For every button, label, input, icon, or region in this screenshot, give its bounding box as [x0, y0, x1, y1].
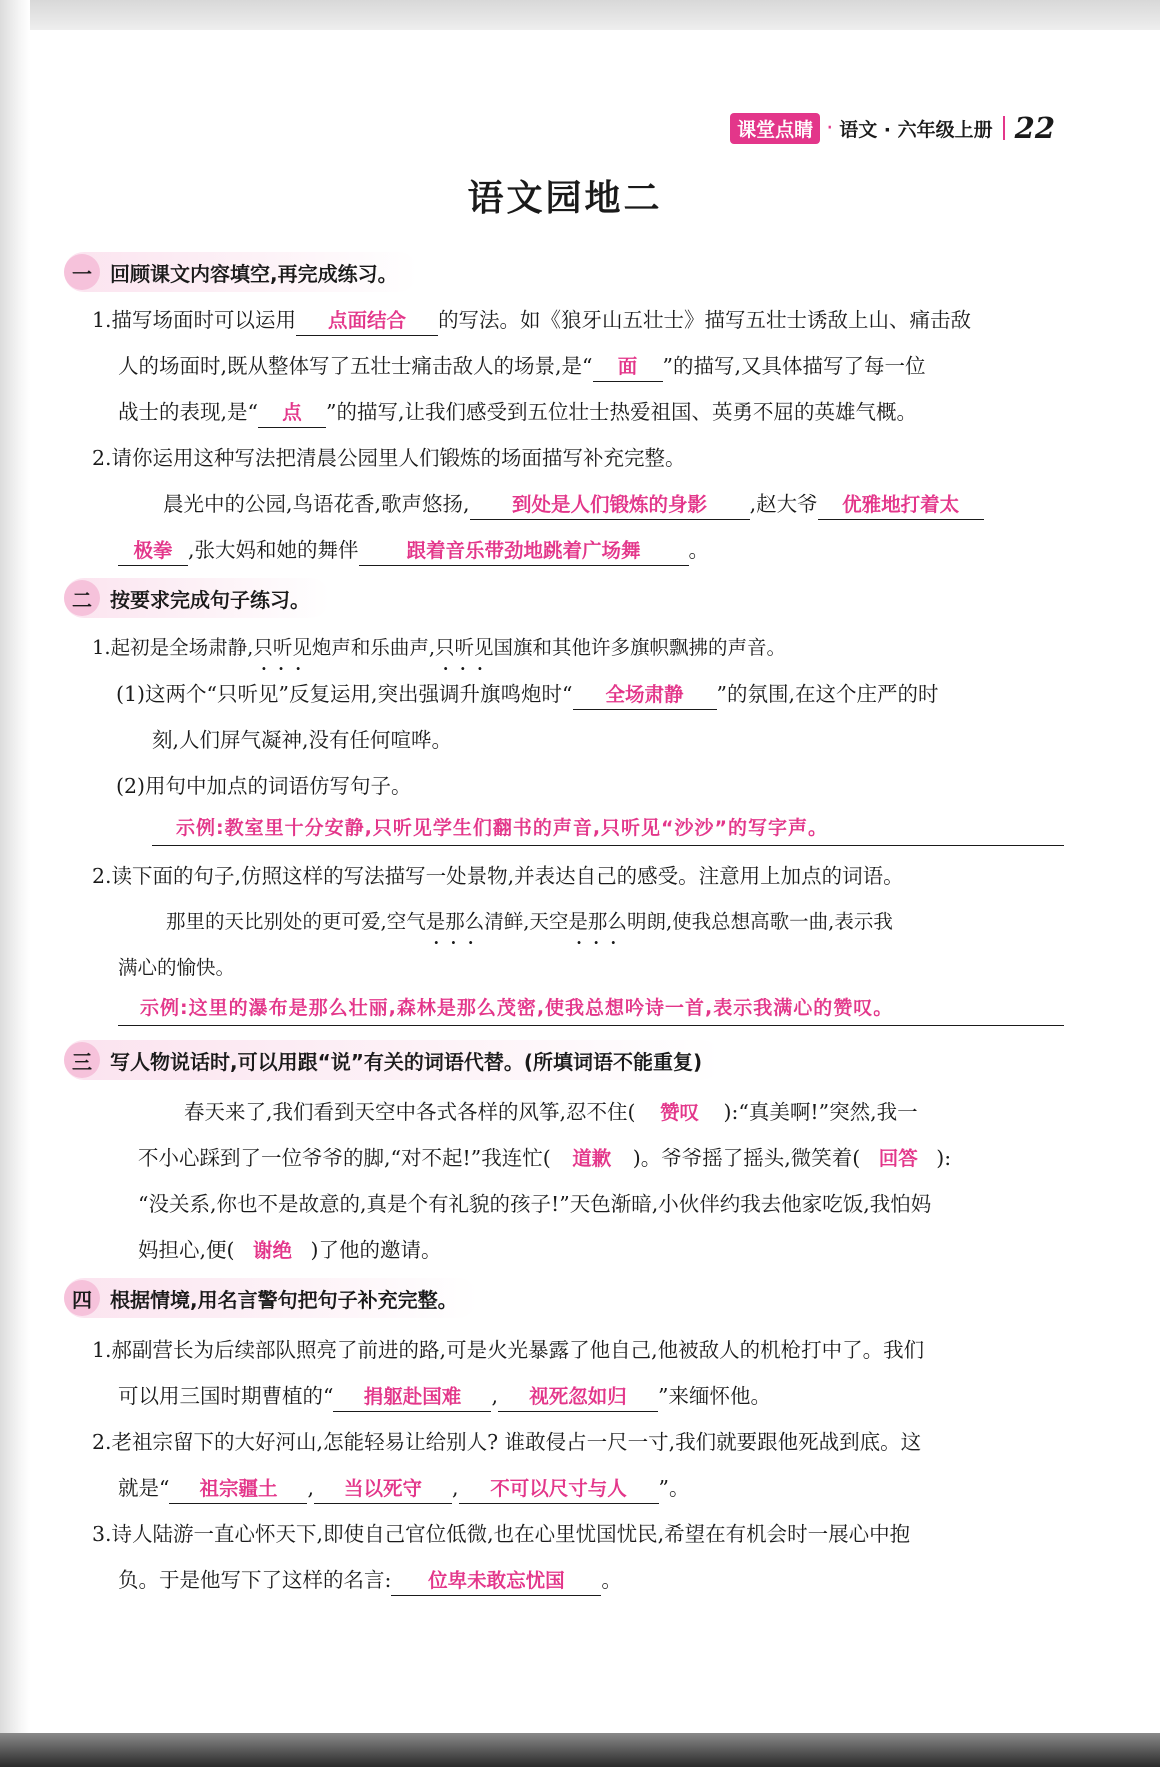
s4-q1-line2: 可以用三国时期曹植的“ 捐躯赴国难 , 视死忽如归 ”来缅怀他。 [118, 1374, 771, 1418]
emphasis-word: 只听见 · · · [253, 636, 312, 659]
s3-line3: “没关系,你也不是故意的,真是个有礼貌的孩子!”天色渐暗,小伙伴约我去他家吃饭,我怕妈 [138, 1192, 932, 1216]
section-2-badge: 二 [64, 580, 100, 616]
section-3-title: 写人物说话时,可以用跟“说”有关的词语代替。(所填词语不能重复) [110, 1049, 703, 1074]
s2-q1: 1.起初是全场肃静,只听见 · · ·炮声和乐曲声,只听见 · · ·国旗和其他许多旗帜飘拂的声音。 [92, 626, 786, 670]
answer-blank: 跟着音乐带劲地跳着广场舞 [359, 537, 689, 566]
section-3-badge: 三 [64, 1042, 100, 1078]
emphasis-word: 是那么 · · · [426, 910, 485, 933]
s2-sub1-line1: (1)这两个“只听见”反复运用,突出强调升旗鸣炮时“ 全场肃静 ”的氛围,在这个庄严的时 [116, 672, 939, 716]
answer-blank: 极拳 [118, 537, 188, 566]
subject-label: 语文 · 六年级上册 [839, 118, 993, 141]
answer-blank: 当以死守 [314, 1475, 452, 1504]
scan-bottom-edge [0, 1733, 1160, 1767]
answer-blank: 全场肃静 [573, 681, 717, 710]
s2-q2: 2.读下面的句子,仿照这样的写法描写一处景物,并表达自己的感受。注意用上加点的词语。 [92, 864, 904, 888]
s1-q1-line3: 战士的表现,是“ 点 ”的描写,让我们感受到五位壮士热爱祖国、英勇不屈的英雄气概。 [118, 390, 917, 434]
s1-q1-line2: 人的场面时,既从整体写了五壮士痛击敌人的场景,是“ 面 ”的描写,又具体描写了每一位 [118, 344, 926, 388]
s2-sub2: (2)用句中加点的词语仿写句子。 [116, 774, 412, 798]
header-dot: · [826, 115, 834, 141]
s2-sub2-answer: 示例:教室里十分安静,只听见学生们翻书的声音,只听见“沙沙”的写字声。 [152, 810, 1064, 846]
s1-q1-line1: 1.描写场面时可以运用 点面结合 的写法。如《狼牙山五壮士》描写五壮士诱敌上山、痛击敌 [92, 298, 971, 342]
scan-top-edge [0, 0, 1160, 30]
section-4-heading [64, 1278, 478, 1318]
s4-q2-line2: 就是“ 祖宗疆土 , 当以死守 , 不可以尺寸与人 ”。 [118, 1466, 690, 1510]
s1-q2-line2: 极拳 ,张大妈和她的舞伴 跟着音乐带劲地跳着广场舞 。 [118, 528, 709, 572]
answer-blank: 祖宗疆土 [169, 1475, 307, 1504]
page-number: 22 [1014, 111, 1055, 145]
s3-line4: 妈担心,便( 谢绝 )了他的邀请。 [138, 1228, 442, 1272]
answer-blank: 视死忽如归 [498, 1383, 658, 1412]
s4-q3-line1: 3.诗人陆游一直心怀天下,即使自己官位低微,也在心里忧国忧民,希望在有机会时一展心中抱 [92, 1522, 911, 1546]
s2-q2-answer: 示例:这里的瀑布是那么壮丽,森林是那么茂密,使我总想吟诗一首,表示我满心的赞叹。 [118, 990, 1064, 1026]
page-header [730, 100, 1055, 156]
s4-q1-line1: 1.郝副营长为后续部队照亮了前进的路,可是火光暴露了他自己,他被敌人的机枪打中了。我们 [92, 1338, 925, 1362]
answer-blank: 不可以尺寸与人 [459, 1475, 659, 1504]
section-1-title: 回顾课文内容填空,再完成练习。 [110, 261, 398, 286]
section-4-title: 根据情境,用名言警句把句子补充完整。 [110, 1287, 458, 1312]
series-tag: 课堂点睛 [730, 113, 820, 144]
answer-paren: 谢绝 [253, 1239, 293, 1262]
answer-blank: 优雅地打着太 [818, 491, 984, 520]
s2-sub1-line2: 刻,人们屏气凝神,没有任何喧哗。 [152, 728, 453, 752]
header-divider [1003, 116, 1005, 140]
s1-q2: 2.请你运用这种写法把清晨公园里人们锻炼的场面描写补充完整。 [92, 446, 686, 470]
answer-paren: 道歉 [572, 1147, 612, 1170]
section-2-title: 按要求完成句子练习。 [110, 587, 310, 612]
emphasis-word: 只听见 · · · [435, 636, 494, 659]
page-spine-shadow [0, 0, 30, 1767]
answer-blank: 面 [593, 353, 663, 382]
answer-blank: 点面结合 [296, 307, 438, 336]
s4-q3-line2: 负。于是他写下了这样的名言: 位卑未敢忘忧国 。 [118, 1558, 622, 1602]
s3-line1: 春天来了,我们看到天空中各式各样的风筝,忍不住( 赞叹 ):“真美啊!”突然,我一 [184, 1090, 918, 1134]
emphasis-word: 是那么 · · · [568, 910, 627, 933]
answer-blank: 位卑未敢忘忧国 [391, 1567, 601, 1596]
section-3-heading [64, 1040, 722, 1080]
section-4-badge: 四 [64, 1280, 100, 1316]
answer-paren: 赞叹 [660, 1101, 700, 1124]
section-1-heading [64, 252, 418, 292]
page-title: 语文园地二 [467, 178, 663, 219]
s3-line2: 不小心踩到了一位爷爷的脚,“对不起!”我连忙( 道歉 )。爷爷摇了摇头,微笑着( 回答 ): [138, 1136, 951, 1180]
answer-blank: 点 [258, 399, 326, 428]
answer-blank: 捐躯赴国难 [333, 1383, 491, 1412]
s2-q2-quote-line1: 那里的天比别处的更可爱,空气是那么 · · ·清鲜,天空是那么 · · ·明朗,使我总想高歌一曲,表示我 [166, 900, 893, 944]
s2-q2-quote-line2: 满心的愉快。 [118, 956, 236, 979]
section-1-badge: 一 [64, 254, 100, 290]
section-2-heading [64, 578, 330, 618]
s4-q2-line1: 2.老祖宗留下的大好河山,怎能轻易让给别人? 谁敢侵占一尺一寸,我们就要跟他死战到底。这 [92, 1430, 922, 1454]
answer-blank: 到处是人们锻炼的身影 [470, 491, 750, 520]
s1-q2-line1: 晨光中的公园,鸟语花香,歌声悠扬, 到处是人们锻炼的身影 ,赵大爷 优雅地打着太 [163, 482, 984, 526]
answer-paren: 回答 [878, 1147, 918, 1170]
